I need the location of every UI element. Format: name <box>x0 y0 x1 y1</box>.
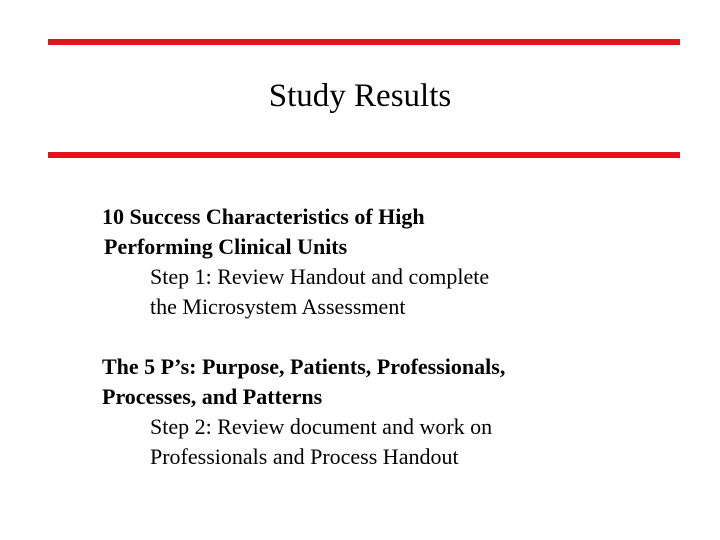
step-line: Step 2: Review document and work on <box>150 414 493 439</box>
step-line: Professionals and Process Handout <box>150 444 459 469</box>
section-heading-line: Performing Clinical Units <box>104 234 348 259</box>
step-line: the Microsystem Assessment <box>150 294 406 319</box>
section-heading-line: 10 Success Characteristics of High <box>102 204 425 229</box>
section-success-characteristics <box>102 202 702 322</box>
top-rule <box>48 39 680 45</box>
bottom-rule <box>48 152 680 158</box>
section-heading-line: The 5 P’s: Purpose, Patients, Professionals, <box>102 354 506 379</box>
slide-title: Study Results <box>268 78 452 114</box>
section-heading-line: Processes, and Patterns <box>102 384 323 409</box>
section-five-ps <box>102 352 702 472</box>
step-line: Step 1: Review Handout and complete <box>150 264 490 289</box>
